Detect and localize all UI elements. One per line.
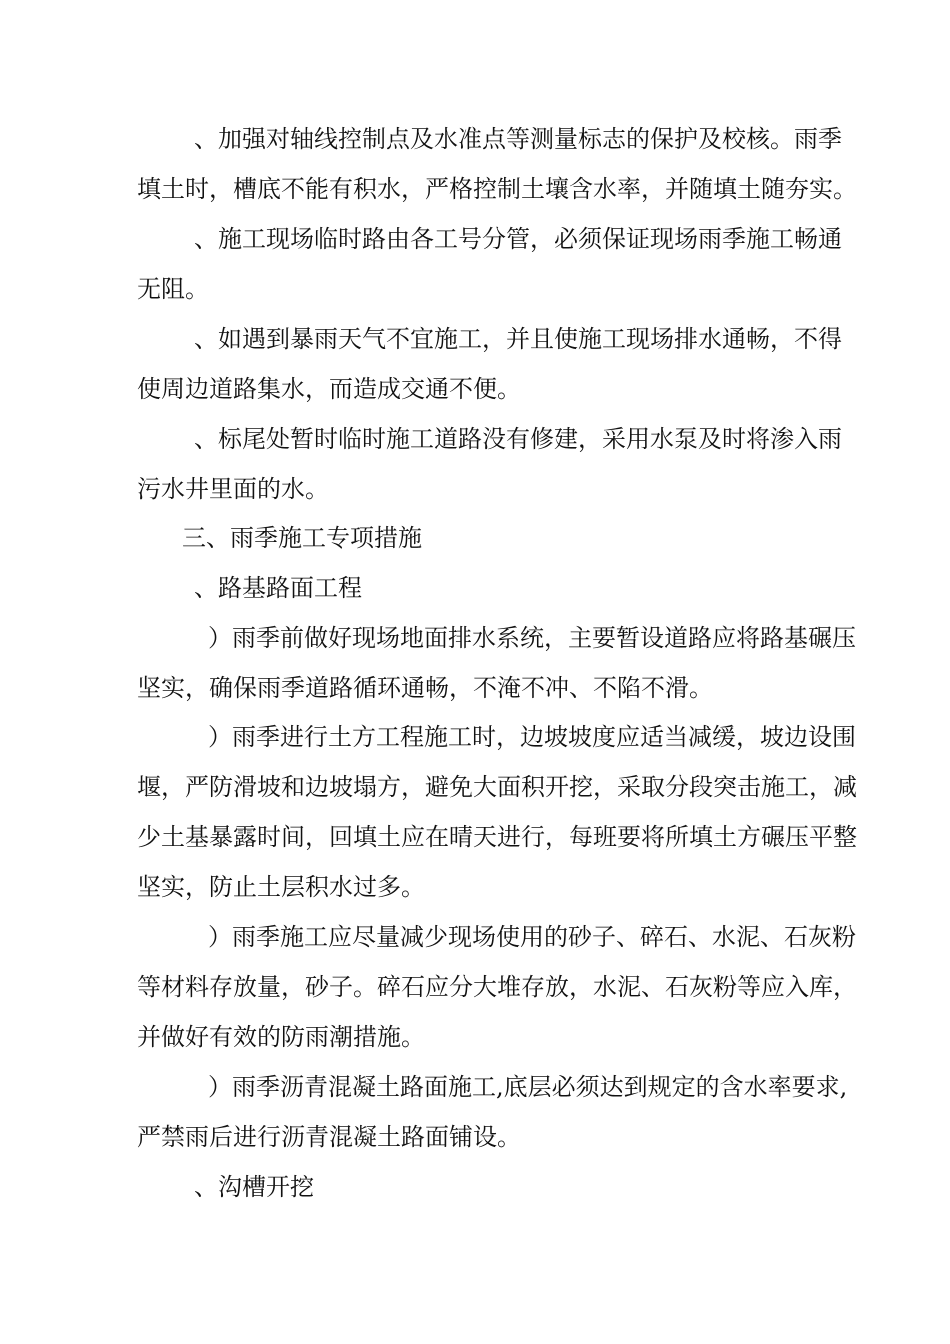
item-4-line-2: 严禁雨后进行沥青混凝土路面铺设。 <box>137 1123 521 1151</box>
subheading-roadbed: 、路基路面工程 <box>194 574 362 602</box>
subheading-trench: 、沟槽开挖 <box>194 1173 314 1201</box>
item-2-line-4: 坚实，防止土层积水过多。 <box>137 873 425 901</box>
paragraph-2-line-1: 、施工现场临时路由各工号分管，必须保证现场雨季施工畅通 <box>194 225 842 253</box>
item-4-line-1: ）雨季沥青混凝土路面施工,底层必须达到规定的含水率要求, <box>208 1073 848 1101</box>
item-2-line-1: ）雨季进行土方工程施工时，边坡坡度应适当减缓，坡边设围 <box>208 723 856 751</box>
item-3-line-2: 等材料存放量，砂子。碎石应分大堆存放，水泥、石灰粉等应入库， <box>137 973 857 1001</box>
item-3-line-1: ）雨季施工应尽量减少现场使用的砂子、碎石、水泥、石灰粉 <box>208 923 856 951</box>
paragraph-3-line-1: 、如遇到暴雨天气不宜施工，并且使施工现场排水通畅，不得 <box>194 325 842 353</box>
paragraph-4-line-2: 污水井里面的水。 <box>137 475 329 503</box>
paragraph-1-line-1: 、加强对轴线控制点及水准点等测量标志的保护及校核。雨季 <box>194 125 842 153</box>
item-2-line-2: 堰，严防滑坡和边坡塌方，避免大面积开挖，采取分段突击施工，减 <box>137 773 857 801</box>
paragraph-1-line-2: 填土时，槽底不能有积水，严格控制土壤含水率，并随填土随夯实。 <box>137 175 857 203</box>
item-3-line-3: 并做好有效的防雨潮措施。 <box>137 1023 425 1051</box>
section-heading: 三、雨季施工专项措施 <box>182 524 422 552</box>
paragraph-2-line-2: 无阻。 <box>137 275 209 303</box>
item-2-line-3: 少土基暴露时间，回填土应在晴天进行，每班要将所填土方碾压平整 <box>137 823 857 851</box>
paragraph-4-line-1: 、标尾处暂时临时施工道路没有修建，采用水泵及时将渗入雨 <box>194 425 842 453</box>
paragraph-3-line-2: 使周边道路集水，而造成交通不便。 <box>137 375 521 403</box>
item-1-line-2: 坚实，确保雨季道路循环通畅，不淹不冲、不陷不滑。 <box>137 674 713 702</box>
item-1-line-1: ）雨季前做好现场地面排水系统，主要暂设道路应将路基碾压 <box>208 624 856 652</box>
